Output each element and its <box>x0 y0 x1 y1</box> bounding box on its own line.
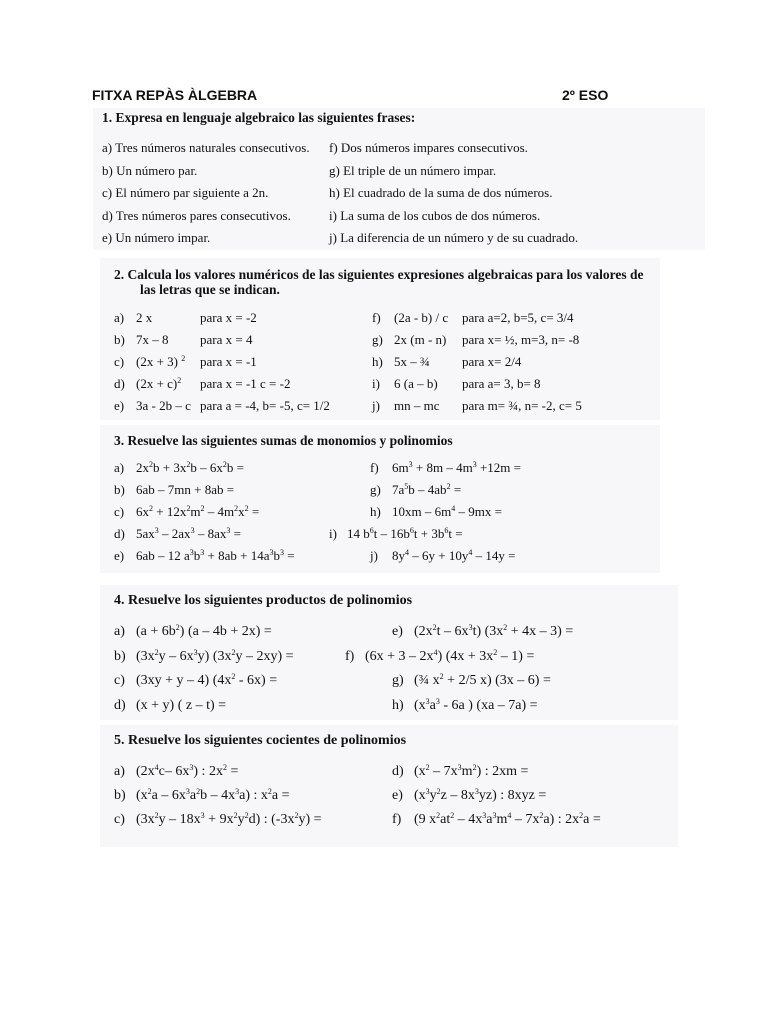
item-expression: 6ab – 7mn + 8ab = <box>136 482 235 497</box>
item-expression: (x + y) ( z – t) = <box>136 697 227 713</box>
item-expression: $(x^3y^2z - 8x^3yz)$ : 8xyz = <box>414 787 547 803</box>
item-expression: $(6x + 3 - 2x^4)$ $(4x + 3x^2 - 1)$ = <box>365 647 535 664</box>
item-condition: para x = 4 <box>200 332 253 347</box>
item-letter: h) <box>392 697 404 713</box>
item-expression: $6m^3 + 8m - 4m^3 +12m$ = <box>392 460 521 475</box>
item-expression: $(x^2 - 7x^3m^2)$ : 2xm = <box>414 763 529 779</box>
item-letter: b) <box>114 648 126 664</box>
exercise-1-item: i) La suma de los cubos de dos números. <box>329 207 541 223</box>
section-1-block <box>93 108 705 250</box>
item-letter: c) <box>114 354 125 369</box>
item-expression: $(x^2a - 6x^3a^2b - 4x^3a)$ : $x^2a$ = <box>136 787 290 803</box>
exercise-3-item <box>370 505 502 519</box>
item-expression: $2x^2b + 3x^2b - 6x^2b$ = <box>136 460 244 475</box>
exercise-4-item <box>392 696 538 713</box>
exercise-1-item: h) El cuadrado de la suma de dos números. <box>329 185 553 200</box>
item-letter: f) <box>392 812 402 827</box>
exercise-3-item <box>370 483 461 497</box>
exercise-4-item <box>114 674 277 688</box>
exercise-5-item <box>392 765 528 779</box>
exercise-4-item <box>114 699 226 713</box>
item-condition: para x = -1 <box>200 354 257 369</box>
item-letter: a) <box>114 764 125 779</box>
exercise-1-item: j) La diferencia de un número y de su cuadrado. <box>329 230 579 245</box>
exercise-2-item <box>372 354 522 369</box>
item-letter: b) <box>114 788 126 803</box>
item-expression: 5x – ¾ <box>394 354 430 369</box>
item-condition: para x = -2 <box>200 310 257 325</box>
item-expression: 2 x <box>136 310 153 325</box>
item-letter: d) <box>114 526 125 541</box>
exercise-3-item <box>114 549 295 563</box>
item-letter: g) <box>392 673 404 688</box>
course-label: 2º ESO <box>562 87 609 103</box>
item-expression: ($2x^4c-$ $6x^3$) : $2x^2$ = <box>136 763 239 779</box>
item-letter: b) <box>114 482 125 497</box>
exercise-2-item <box>114 332 253 347</box>
item-letter: c) <box>114 673 125 688</box>
exercise-2-item <box>114 398 330 413</box>
item-condition: para x= 2/4 <box>462 354 522 369</box>
item-expression: $(2x^2t - 6x^3t) (3x^2 + 4x - 3)$ = <box>414 623 574 639</box>
exercise-2-item <box>372 332 580 347</box>
item-condition: para x= ½, m=3, n= -8 <box>462 332 580 347</box>
item-letter: i) <box>329 526 337 541</box>
exercise-4-item <box>114 625 272 639</box>
item-expression: $7a^5b - 4ab^2$ = <box>392 482 462 497</box>
item-expression: 6ab – 12 $a^3b^3 + 8ab + 14a^3b^3$ = <box>136 548 295 563</box>
item-letter: f) <box>345 648 355 664</box>
item-expression: ($x^3a^3 - 6a$ ) (xa – 7a) = <box>414 696 538 713</box>
item-condition: para a = -4, b= -5, c= 1/2 <box>200 398 330 413</box>
exercise-1-item: f) Dos números impares consecutivos. <box>329 140 528 155</box>
item-condition: para x = -1 c = -2 <box>200 376 291 391</box>
exercise-2-item <box>114 376 291 391</box>
item-expression: $(3x^2y - 6x^3y)$ $(3x^2y - 2xy)$ = <box>136 647 294 664</box>
item-expression: (3xy + y – 4) $(4x^2 - 6x)$ = <box>136 672 278 688</box>
item-letter: i) <box>372 376 380 391</box>
section-5-title: 5. Resuelve los siguientes cocientes de polinomios <box>114 733 407 748</box>
item-letter: c) <box>114 812 125 827</box>
item-letter: a) <box>114 460 125 475</box>
item-expression: $(a + 6b^2)$ (a – 4b + 2x) = <box>136 623 272 639</box>
exercise-1-item: a) Tres números naturales consecutivos. <box>102 140 310 155</box>
exercise-3-item <box>114 505 259 519</box>
section-4-title: 4. Resuelve los siguientes productos de polinomios <box>114 593 413 608</box>
item-letter: f) <box>372 310 381 325</box>
item-letter: g) <box>372 332 383 347</box>
item-letter: c) <box>114 504 125 519</box>
item-letter: a) <box>114 310 125 325</box>
exercise-3-item <box>329 527 463 541</box>
exercise-5-item <box>392 813 601 827</box>
worksheet-header <box>92 87 612 103</box>
item-letter: h) <box>372 354 383 369</box>
item-expression: $6x^2 + 12x^2m^2 - 4m^2x^2$ = <box>136 504 260 519</box>
exercise-3-item <box>370 461 521 475</box>
exercise-1-item: g) El triple de un número impar. <box>329 162 497 178</box>
exercise-5-item <box>392 789 546 803</box>
item-letter: e) <box>392 788 403 803</box>
item-expression: (2x + 3) $^2$ <box>136 354 186 369</box>
item-letter: d) <box>392 764 404 779</box>
exercise-1-item: d) Tres números pares consecutivos. <box>102 207 291 223</box>
item-condition: para a= 3, b= 8 <box>462 376 541 391</box>
worksheet-title: FITXA REPÀS ÀLGEBRA <box>92 87 258 103</box>
exercise-2-item <box>372 376 541 391</box>
exercise-1-item: e) Un número impar. <box>102 230 211 245</box>
exercise-4-item <box>392 625 573 639</box>
exercise-4-item <box>114 647 294 664</box>
item-letter: d) <box>114 697 126 713</box>
item-expression: $(3x^2y - 18x^3 + 9x^2y^2d)$ : $(-3x^2y)$ = <box>136 811 322 827</box>
item-expression: mn – mc <box>394 398 440 413</box>
item-expression: $(2x + c)^2$ <box>136 376 182 391</box>
exercise-2-item <box>372 310 574 325</box>
item-expression: 2x (m - n) <box>394 332 447 347</box>
item-expression: 6 (a – b) <box>394 376 438 391</box>
exercise-5-item <box>114 789 289 803</box>
item-expression: $8y^4 - 6y + 10y^4 - 14y$ = <box>392 548 516 563</box>
item-letter: d) <box>114 376 125 391</box>
item-condition: para a=2, b=5, c= 3/4 <box>462 310 574 325</box>
item-letter: e) <box>392 624 403 639</box>
exercise-1-item: b) Un número par. <box>102 162 198 178</box>
exercise-4-item <box>392 674 551 688</box>
exercise-3-item <box>114 527 241 541</box>
item-letter: e) <box>114 548 125 563</box>
item-expression: 7x – 8 <box>136 332 169 347</box>
exercise-2-item <box>114 310 257 325</box>
item-expression: (9 $x^2at^2 - 4x^3a^3m^4 - 7x^2a$) : $2x^2a$ = <box>414 811 601 827</box>
item-letter: j) <box>372 398 380 413</box>
exercise-1-item: c) El número par siguiente a 2n. <box>102 185 269 200</box>
exercise-3-item <box>114 483 234 497</box>
item-expression: $5ax^3 - 2ax^3 - 8ax^3$ = <box>136 526 241 541</box>
section-2-title-line-2: las letras que se indican. <box>140 282 280 297</box>
item-letter: g) <box>370 482 381 497</box>
exercise-5-item <box>114 765 238 779</box>
section-2-title-line-1: 2. Calcula los valores numéricos de las siguientes expresiones algebraicas para los valores de <box>114 267 644 282</box>
item-letter: f) <box>370 460 379 475</box>
section-1-title: 1. Expresa en lenguaje algebraico las siguientes frases: <box>102 110 416 125</box>
exercise-5-item <box>114 813 322 827</box>
item-expression: (¾ $x^2 + 2/5$ x) (3x – 6) = <box>414 672 551 688</box>
item-letter: h) <box>370 504 381 519</box>
item-letter: e) <box>114 398 125 413</box>
item-expression: 14 $b^6t - 16b^6t + 3b^6t$ = <box>347 526 463 541</box>
item-letter: b) <box>114 332 125 347</box>
item-letter: j) <box>370 548 378 563</box>
item-expression: (2a - b) / c <box>394 310 449 325</box>
section-3-title: 3. Resuelve las siguientes sumas de monomios y polinomios <box>114 433 453 448</box>
exercise-2-item <box>114 354 257 369</box>
item-expression: $10xm - 6m^4 - 9mx$ = <box>392 504 502 519</box>
exercise-4-item <box>345 647 535 664</box>
item-letter: a) <box>114 624 125 639</box>
exercise-3-item <box>114 461 244 475</box>
item-condition: para m= ¾, n= -2, c= 5 <box>462 398 582 413</box>
exercise-2-item <box>372 398 582 413</box>
item-expression: 3a - 2b – c <box>136 398 191 413</box>
exercise-3-item <box>370 549 515 563</box>
